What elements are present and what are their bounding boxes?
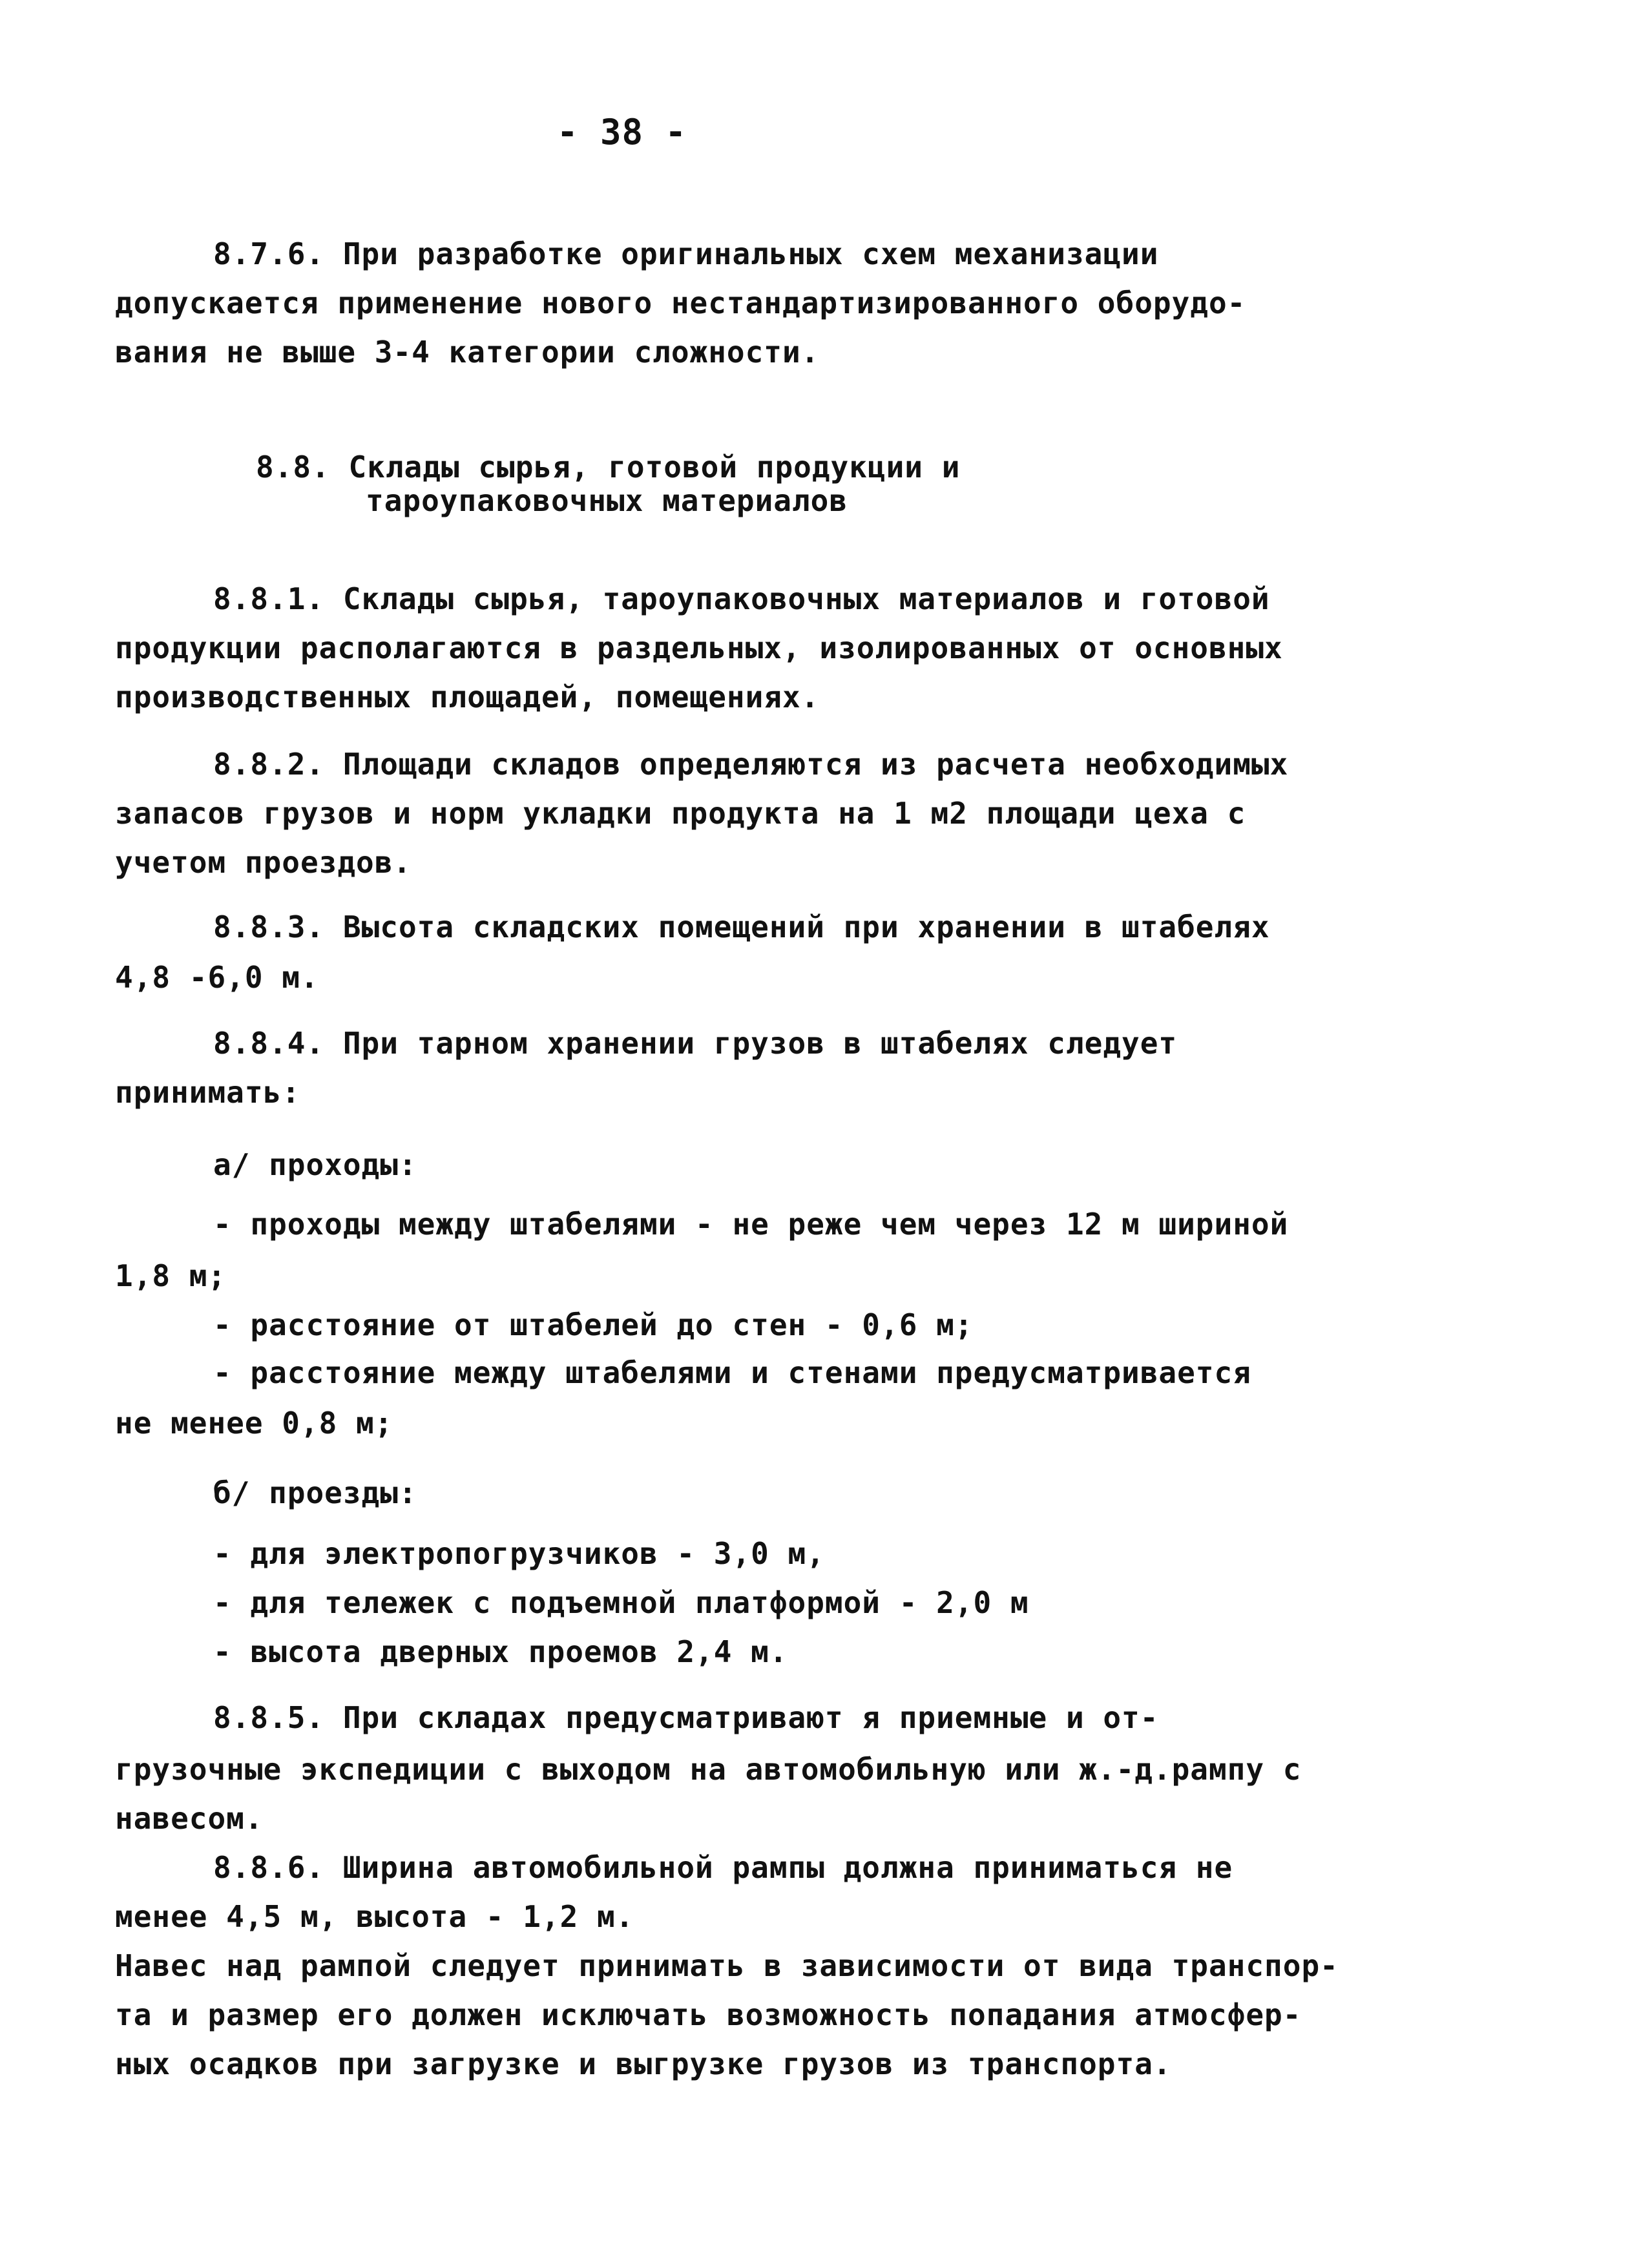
subsection-a-label: а/ проходы: [213,1147,417,1182]
subsection-b-item-1: - для электропогрузчиков - 3,0 м, [213,1536,825,1571]
section-8-8-3-line-2: 4,8 -6,0 м. [115,960,319,995]
section-8-7-6-line-1: 8.7.6. При разработке оригинальных схем механизации [213,236,1159,271]
section-8-8-5-line-1: 8.8.5. При складах предусматривают я приемные и от- [213,1700,1159,1735]
subsection-a-item-1: - проходы между штабелями - не реже чем через 12 м шириной [213,1207,1289,1242]
section-8-8-6-line-4: та и размер его должен исключать возможность попадания атмосфер- [115,1997,1302,2032]
section-8-8-heading-line-1: 8.8. Склады сырья, готовой продукции и [256,450,961,484]
subsection-a-item-3-continuation: не менее 0,8 м; [115,1406,393,1441]
section-8-8-4-line-2: принимать: [115,1075,300,1110]
section-8-8-6-line-2: менее 4,5 м, высота - 1,2 м. [115,1899,634,1934]
section-8-8-2-line-3: учетом проездов. [115,845,412,880]
subsection-b-item-2: - для тележек с подъемной платформой - 2,0 м [213,1585,1029,1620]
section-8-8-1-line-1: 8.8.1. Склады сырья, тароупаковочных материалов и готовой [213,581,1270,616]
subsection-b-item-3: - высота дверных проемов 2,4 м. [213,1634,788,1669]
subsection-b-label: б/ проезды: [213,1475,417,1510]
section-8-8-1-line-3: производственных площадей, помещениях. [115,680,820,714]
subsection-a-item-1-continuation: 1,8 м; [115,1258,227,1293]
section-8-8-6-line-1: 8.8.6. Ширина автомобильной рампы должна приниматься не [213,1850,1233,1885]
subsection-a-item-2: - расстояние от штабелей до стен - 0,6 м; [213,1307,974,1342]
section-8-8-1-line-2: продукции располагаются в раздельных, изолированных от основных [115,630,1283,665]
section-8-8-4-line-1: 8.8.4. При тарном хранении грузов в штабелях следует [213,1026,1178,1061]
section-8-7-6-line-2: допускается применение нового нестандартизированного оборудо- [115,286,1246,320]
section-8-8-6-line-5: ных осадков при загрузке и выгрузке грузов из транспорта. [115,2046,1172,2081]
section-8-7-6-line-3: вания не выше 3-4 категории сложности. [115,335,820,369]
section-8-8-2-line-2: запасов грузов и норм укладки продукта на 1 м2 площади цеха с [115,796,1246,831]
subsection-a-item-3: - расстояние между штабелями и стенами предусматривается [213,1355,1251,1390]
section-8-8-6-line-3: Навес над рампой следует принимать в зависимости от вида транспор- [115,1948,1339,1983]
section-8-8-5-line-2: грузочные экспедиции с выходом на автомобильную или ж.-д.рампу с [115,1752,1302,1787]
page-number: - 38 - [557,112,687,152]
section-8-8-2-line-1: 8.8.2. Площади складов определяются из расчета необходимых [213,747,1289,782]
section-8-8-heading-line-2: тароупаковочных материалов [366,483,848,518]
section-8-8-3-line-1: 8.8.3. Высота складских помещений при хранении в штабелях [213,910,1270,944]
section-8-8-5-line-3: навесом. [115,1801,264,1836]
